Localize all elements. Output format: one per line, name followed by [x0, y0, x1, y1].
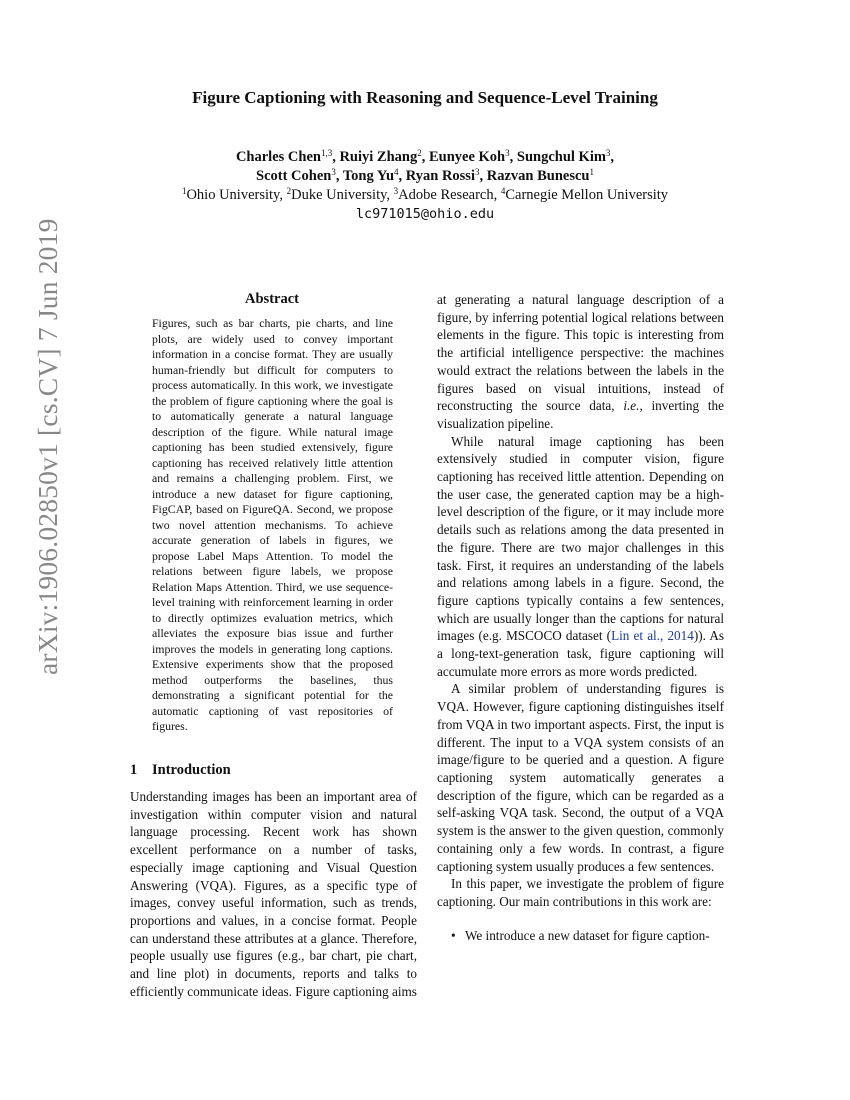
intro-paragraph-4: In this paper, we investigate the problem of figure captioning. Our main contributions in this work are:	[437, 876, 724, 909]
author: Sungchul Kim$^3$,	[516, 148, 615, 165]
arxiv-stamp: arXiv:1906.02850v1 [cs.CV] 7 Jun 2019	[32, 218, 63, 675]
intro-paragraph-1-cont: at generating a natural language description of a figure, by inferring potential logical relations between elements in the figure. This topic is interesting from the artificial intelligence perspective: the machines would extract the relations between the labels in the figures based on visual intuitions, instead of reconstructing the source data, i.e., inverting the visualization pipeline.	[437, 292, 724, 431]
section-title: Introduction	[152, 762, 231, 778]
intro-paragraph-3: A similar problem of understanding figures is VQA. However, figure captioning distinguishes itself from VQA in two important aspects. First, the input is different. The input to a VQA system consists of an image/figure to be queried and a question. A figure captioning system automatically generates a description of the figure, which can be regarded as a self-asking VQA task. Second, the output of a VQA system is the answer to the given question, commonly containing only a few words. In contrast, a figure captioning system usually produces a few sentences.	[437, 681, 724, 874]
abstract-heading: Abstract	[245, 291, 299, 307]
author: Eunyee Koh$^3$,	[428, 148, 517, 165]
affiliation: $^4$Carnegie Mellon University	[500, 186, 669, 203]
abstract-body	[152, 316, 393, 735]
section-number: 1	[130, 762, 138, 778]
author-email: lc971015@ohio.edu	[355, 206, 495, 222]
contribution-list	[437, 927, 724, 945]
affiliation: $^1$Ohio University,	[181, 186, 287, 203]
author: Scott Cohen$^3$,	[256, 167, 343, 184]
author-line-1	[125, 148, 725, 167]
citation-link[interactable]: Lin et al., 2014	[611, 628, 694, 644]
author: Ryan Rossi$^3$,	[405, 167, 487, 184]
bullet-icon: •	[451, 927, 456, 943]
affiliation: $^3$Adobe Research,	[393, 186, 501, 203]
intro-paragraph-2: While natural image captioning has been extensively studied in computer vision, figure captioning has received little attention. Depending on the user case, the generated caption may be a high-level description of the figure, or it may include more details such as relations among the data presented in the figure. There are two major challenges in this task. First, it requires an understanding of the labels and relations among labels in a figure. Second, the figure captions typically contains a few sentences, which are usually longer than the captions for natural images (e.g. MSCOCO dataset (Lin et al., 2014)). As a long-text-generation task, figure captioning will accumulate more errors as more words predicted.	[437, 433, 724, 679]
author: Ruiyi Zhang$^2$,	[339, 148, 429, 165]
affiliation: $^2$Duke University,	[286, 186, 394, 203]
list-item: • We introduce a new dataset for figure caption-	[451, 927, 710, 943]
author-list	[125, 148, 725, 186]
section-heading-introduction	[130, 762, 231, 779]
author: Tong Yu$^4$,	[342, 167, 406, 184]
author-line-2	[125, 167, 725, 186]
right-column	[437, 291, 724, 944]
author: Charles Chen$^{1,3}$,	[235, 148, 340, 165]
author: Razvan Bunescu$^1$	[486, 167, 594, 184]
left-column	[130, 788, 417, 1000]
abstract-text: Figures, such as bar charts, pie charts, and line plots, are widely used to convey important information in a concise format. They are usually human-friendly but difficult for computers to process automatically. In this work, we investigate the problem of figure captioning where the goal is to automatically generate a natural language description of the figure. While natural image captioning has been studied extensively, figure captioning has received relatively little attention and remains a challenging problem. First, we introduce a new dataset for figure captioning, FigCAP, based on FigureQA. Second, we propose two novel attention mechanisms. To achieve accurate generation of labels in figures, we propose Label Maps Attention. To model the relations between figure labels, we propose Relation Maps Attention. Third, we use sequence-level training with reinforcement learning in order to directly optimizes evaluation metrics, which alleviates the exposure bias issue and further improves the models in generating long captions. Extensive experiments show that the proposed method outperforms the baselines, thus demonstrating a significant potential for the automatic captioning of vast repositories of figures.	[152, 316, 393, 733]
intro-paragraph-1: Understanding images has been an important area of investigation within computer vision and natural language processing. Recent work has shown excellent performance on a number of tasks, especially image captioning and Visual Question Answering (VQA). Figures, as a specific type of images, convey useful information, such as trends, proportions and values, in a concise format. People can understand these attributes at a glance. Therefore, people usually use figures (e.g., bar chart, pie chart, and line plot) in documents, reports and talks to efficiently communicate ideas. Figure captioning aims	[130, 789, 417, 999]
affiliations	[125, 186, 725, 205]
paper-title: Figure Captioning with Reasoning and Sequence-Level Training	[192, 88, 658, 107]
